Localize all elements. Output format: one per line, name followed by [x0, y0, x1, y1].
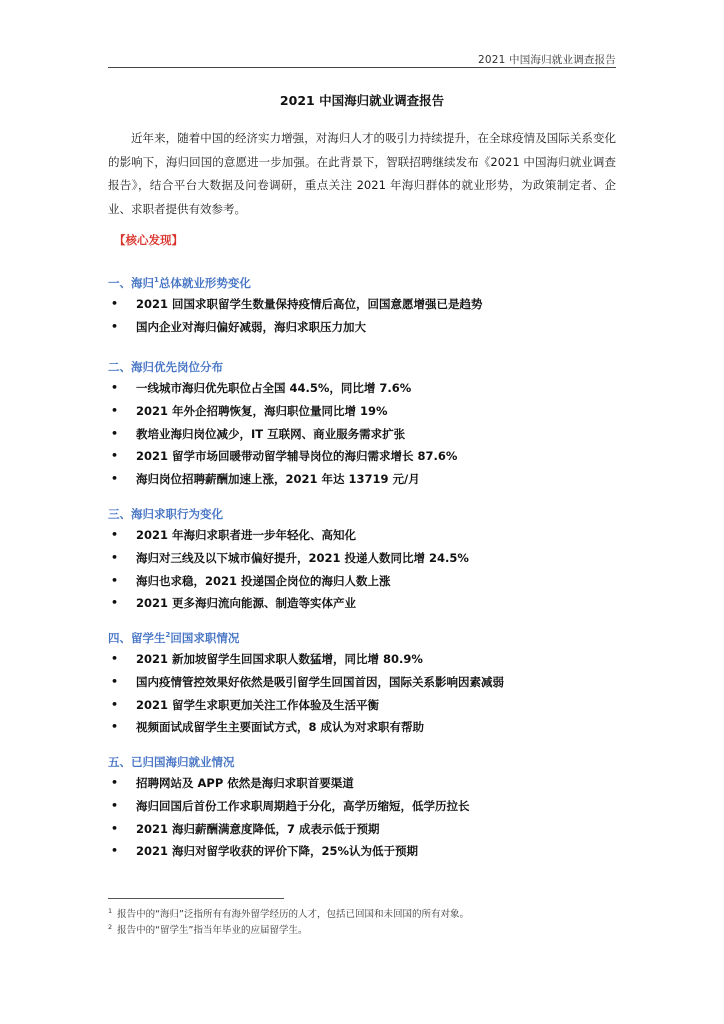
- list-item: • 2021 留学生求职更加关注工作体验及生活平衡: [108, 694, 624, 717]
- bullet-icon: •: [111, 821, 119, 835]
- bullet-icon: •: [111, 844, 119, 858]
- list-item: • 2021 留学市场回暖带动留学辅导岗位的海归需求增长 87.6%: [108, 445, 624, 468]
- footnote-mark: 1: [108, 906, 113, 915]
- intro-paragraph: 近年来，随着中国的经济实力增强，对海归人才的吸引力持续提升，在全球疫情及国际关系变化的影响下，海归回国的意愿进一步加强。在此背景下，智联招聘继续发布《2021 中国海归就业调查报告》，结合平台大数据及问卷调研，重点关注 2021 年海归群体的就业形势，为政策制定者、企业、求职者提供有效参考。: [108, 131, 616, 216]
- list-item: • 2021 海归对留学收获的评价下降，25%认为低于预期: [108, 840, 624, 863]
- list-item: • 国内企业对海归偏好减弱，海归求职压力加大: [108, 316, 624, 339]
- bullet-icon: •: [111, 596, 119, 610]
- bullet-icon: •: [111, 573, 119, 587]
- list-item: • 2021 年海归求职者进一步年轻化、高知化: [108, 524, 624, 547]
- section-list-1: [108, 293, 624, 339]
- bullet-icon: •: [111, 472, 119, 486]
- bullet-icon: •: [111, 381, 119, 394]
- list-item: • 海归岗位招聘薪酬加速上涨，2021 年达 13719 元/月: [108, 468, 624, 491]
- document-title: 2021 中国海归就业调查报告: [279, 93, 445, 108]
- list-item: • 海归回国后首份工作求职周期趋于分化，高学历缩短，低学历拉长: [108, 795, 624, 818]
- section-heading-5: 五、已归国海归就业情况: [108, 755, 235, 769]
- bullet-icon: •: [111, 426, 119, 440]
- key-findings-label: 【核心发现】: [114, 233, 183, 247]
- bullet-icon: •: [111, 720, 119, 734]
- list-item: • 一线城市海归优先职位占全国 44.5%，同比增 7.6%: [108, 377, 624, 400]
- list-item: • 海归也求稳，2021 投递国企岗位的海归人数上涨: [108, 570, 624, 593]
- footnote-ref-1: 1: [154, 276, 159, 285]
- header-divider: [108, 67, 616, 68]
- section-heading-2: 二、海归优先岗位分布: [108, 360, 223, 374]
- list-item: • 2021 海归薪酬满意度降低，7 成表示低于预期: [108, 818, 624, 841]
- bullet-icon: •: [111, 449, 119, 463]
- bullet-icon: •: [111, 550, 119, 564]
- bullet-icon: •: [111, 297, 119, 310]
- list-item: • 招聘网站及 APP 依然是海归求职首要渠道: [108, 772, 624, 795]
- list-item: • 海归对三线及以下城市偏好提升，2021 投递人数同比增 24.5%: [108, 547, 624, 570]
- list-item: • 2021 年外企招聘恢复，海归职位量同比增 19%: [108, 400, 624, 423]
- footnote-mark: 2: [108, 922, 113, 931]
- footnote-1: $^1$ 报告中的“海归”泛指所有有海外留学经历的人才，包括已回国和未回国的所有对象。: [108, 906, 469, 920]
- list-item: • 2021 回国求职留学生数量保持疫情后高位，回国意愿增强已是趋势: [108, 293, 624, 316]
- section-list-3: [108, 524, 624, 615]
- section-list-4: [108, 648, 624, 739]
- section-heading-3: 三、海归求职行为变化: [108, 507, 223, 521]
- bullet-icon: •: [111, 652, 119, 665]
- bullet-icon: •: [111, 528, 119, 541]
- section-list-2: [108, 377, 624, 491]
- footnote-divider: [108, 898, 284, 899]
- running-header: 2021 中国海归就业调查报告: [477, 54, 616, 66]
- bullet-icon: •: [111, 776, 119, 789]
- list-item: • 国内疫情管控效果好依然是吸引留学生回国首因，国际关系影响因素减弱: [108, 671, 624, 694]
- footnote-2: $^2$ 报告中的“留学生”指当年毕业的应届留学生。: [108, 922, 308, 936]
- list-item: • 2021 新加坡留学生回国求职人数猛增，同比增 80.9%: [108, 648, 624, 671]
- list-item: • 教培业海归岗位减少，IT 互联网、商业服务需求扩张: [108, 423, 624, 446]
- section-heading-4: 四、留学生$^2$回国求职情况: [108, 631, 240, 645]
- section-list-5: [108, 772, 624, 863]
- bullet-icon: •: [111, 697, 119, 711]
- bullet-icon: •: [111, 798, 119, 812]
- footnote-ref-2: 2: [165, 631, 171, 640]
- list-item: • 视频面试成留学生主要面试方式，8 成认为对求职有帮助: [108, 716, 624, 739]
- bullet-icon: •: [111, 319, 119, 333]
- section-heading-1: 一、海归$^1$总体就业形势变化: [108, 276, 251, 290]
- bullet-icon: •: [111, 403, 119, 417]
- bullet-icon: •: [111, 674, 119, 688]
- list-item: • 2021 更多海归流向能源、制造等实体产业: [108, 592, 624, 615]
